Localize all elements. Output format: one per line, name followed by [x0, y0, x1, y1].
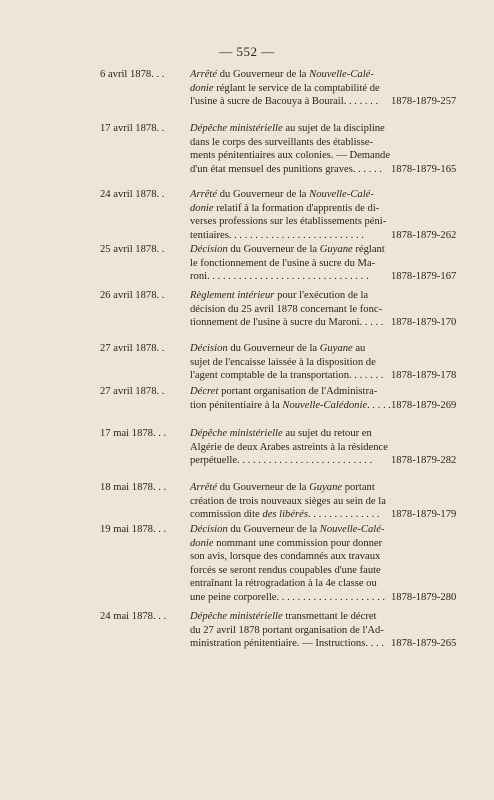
italic-text: Nouvelle-Calédonie: [282, 399, 368, 411]
entry-date: 25 avril 1878. .: [100, 244, 165, 255]
entry-line: [190, 550, 388, 564]
text-run: transmettant le décret: [282, 611, 377, 622]
entry-date: 18 mai 1878. . .: [100, 482, 167, 493]
entry-reference: 1878-1879-170: [391, 317, 457, 329]
italic-text: Décision: [190, 524, 228, 535]
entry-description: [190, 481, 388, 522]
text-run: au sujet de la discipline: [282, 123, 385, 134]
text-run: du Gouverneur de la: [217, 69, 310, 80]
text-run: dans le corps des surveillants des établisse-: [190, 136, 373, 148]
entry-description: [190, 523, 388, 605]
entry-line: [190, 508, 388, 522]
entry-reference: 1878-1879-282: [391, 455, 457, 467]
italic-text: Guyane: [309, 482, 343, 493]
index-entry: [0, 188, 494, 242]
text-run: . . . . .: [367, 399, 391, 411]
italic-text: Décision: [190, 343, 228, 354]
entry-reference: 1878-1879-262: [391, 229, 457, 241]
entry-line: [190, 316, 388, 330]
text-run: l'usine à sucre de Bacouya à Bourail. . . . . . .: [190, 96, 379, 108]
entry-line: [190, 537, 388, 551]
entry-line: [190, 577, 388, 591]
entry-line: [190, 342, 388, 356]
text-run: une peine corporelle. . . . . . . . . . . . . . . . . . . . .: [190, 591, 386, 603]
text-run: du Gouverneur de la: [227, 244, 320, 255]
text-run: ministration pénitentiaire. — Instructions. . . .: [190, 638, 384, 650]
index-entry: [0, 243, 494, 284]
entry-line: [190, 399, 391, 413]
text-run: du 27 avril 1878 portant organisation de l'Ad-: [190, 624, 384, 636]
text-run: au: [352, 343, 366, 354]
text-run: . . . . . . . . . . . . . .: [308, 509, 380, 521]
text-run: verses professions sur les établissements péni-: [190, 216, 387, 228]
text-run: décision du 25 avril 1878 concernant le fonc-: [190, 303, 383, 315]
entry-line: [190, 215, 388, 229]
entry-date: 26 avril 1878. .: [100, 290, 165, 301]
text-run: du Gouverneur de la: [217, 189, 310, 200]
entry-line: [190, 385, 388, 399]
italic-text: Décret: [190, 386, 219, 397]
entry-line: [190, 356, 388, 370]
entry-description: [190, 610, 388, 651]
entry-description: [190, 68, 388, 109]
index-entry: [0, 427, 494, 468]
entry-description: [190, 427, 388, 468]
entry-line: [190, 270, 388, 284]
text-run: tionnement de l'usine à sucre du Maroni. . . . .: [190, 317, 384, 329]
italic-text: des libérés: [262, 509, 308, 521]
entry-line: [190, 95, 388, 109]
entry-reference: 1878-1879-167: [391, 271, 457, 283]
italic-text: donie: [190, 82, 214, 94]
entry-line: [190, 136, 388, 150]
text-run: relatif à la formation d'apprentis de di-: [213, 202, 380, 214]
text-run: tentiaires. . . . . . . . . . . . . . . . . . . . . . . . . .: [190, 229, 364, 241]
text-run: ments pénitentiaires aux colonies. — Demande: [190, 150, 391, 162]
italic-text: Guyane: [319, 244, 353, 255]
entry-description: [190, 243, 388, 284]
entry-date: 24 mai 1878. . .: [100, 611, 167, 622]
italic-text: Arrêté: [190, 69, 218, 80]
text-run: Algérie de deux Arabes astreints à la résidence: [190, 441, 388, 453]
entry-line: [190, 427, 388, 441]
text-run: tion pénitentiaire à la: [190, 399, 283, 411]
text-run: perpétuelle. . . . . . . . . . . . . . . . . . . . . . . . . .: [190, 455, 373, 467]
entry-date: 17 avril 1878. .: [100, 123, 165, 134]
text-run: forcés se seront rendus coupables d'une faute: [190, 564, 381, 576]
entry-reference: 1878-1879-257: [391, 96, 457, 108]
italic-text: Arrêté: [190, 189, 218, 200]
italic-text: Nouvelle-Calé-: [319, 524, 385, 535]
entry-reference: 1878-1879-265: [391, 638, 457, 650]
index-entry: [0, 68, 494, 109]
entry-line: [190, 441, 388, 455]
text-run: pour l'exécution de la: [274, 290, 369, 301]
index-entry: [0, 385, 494, 412]
text-run: nommant une commission pour donner: [213, 537, 383, 549]
index-entry: [0, 523, 494, 605]
italic-text: Arrêté: [190, 482, 218, 493]
text-run: du Gouverneur de la: [217, 482, 310, 493]
italic-text: donie: [190, 537, 214, 549]
entry-line: [190, 610, 388, 624]
text-run: entraînant la rétrogradation à la 4e classe ou: [190, 578, 377, 590]
entry-reference: 1878-1879-165: [391, 163, 457, 175]
index-entry: [0, 122, 494, 176]
text-run: réglant: [352, 244, 385, 255]
entry-line: [190, 523, 388, 537]
entry-line: [190, 495, 388, 509]
index-entry: [0, 289, 494, 330]
entry-reference: 1878-1879-280: [391, 592, 457, 603]
entry-description: [190, 122, 391, 176]
italic-text: Règlement intérieur: [190, 290, 275, 301]
italic-text: Dépêche ministérielle: [190, 611, 283, 622]
entry-line: [190, 369, 388, 383]
entry-line: [190, 229, 388, 243]
entry-line: [190, 149, 391, 163]
entry-line: [190, 303, 388, 317]
entry-line: [190, 163, 388, 177]
entry-line: [190, 637, 388, 651]
entry-line: [190, 564, 388, 578]
entry-line: [190, 243, 388, 257]
entry-line: [190, 289, 388, 303]
text-run: le fonctionnement de l'usine à sucre du Ma-: [190, 257, 376, 269]
text-run: du Gouverneur de la: [227, 343, 320, 354]
italic-text: Nouvelle-Calé-: [309, 189, 374, 200]
index-entry: [0, 481, 494, 522]
entry-line: [190, 591, 388, 605]
italic-text: Guyane: [319, 343, 353, 354]
italic-text: Dépêche ministérielle: [190, 123, 283, 134]
entry-line: [190, 82, 388, 96]
entry-line: [190, 68, 388, 82]
text-run: sujet de l'encaisse laissée à la disposition de: [190, 356, 376, 368]
text-run: d'un état mensuel des punitions graves. . . . . .: [190, 163, 382, 175]
entry-date: 27 avril 1878. .: [100, 386, 165, 397]
text-run: son avis, lorsque des condamnés aux travaux: [190, 551, 381, 563]
text-run: l'agent comptable de la transportation. . . . . . .: [190, 370, 384, 382]
entry-date: 24 avril 1878. .: [100, 189, 165, 200]
entry-line: [190, 122, 388, 136]
entry-date: 27 avril 1878. .: [100, 343, 165, 354]
text-run: du Gouverneur de la: [227, 524, 320, 535]
text-run: portant organisation de l'Administra-: [218, 386, 378, 397]
entry-reference: 1878-1879-179: [391, 509, 457, 521]
entry-date: 17 mai 1878. . .: [100, 428, 167, 439]
text-run: au sujet du retour en: [282, 428, 372, 439]
entry-description: [190, 342, 388, 383]
text-run: portant: [342, 482, 375, 493]
entry-line: [190, 624, 388, 638]
index-entry: [0, 342, 494, 383]
entry-date: 19 mai 1878. . .: [100, 524, 167, 535]
entry-line: [190, 188, 388, 202]
entry-description: [190, 385, 391, 412]
entry-description: [190, 188, 388, 242]
italic-text: Dépêche ministérielle: [190, 428, 283, 439]
entry-description: [190, 289, 388, 330]
italic-text: donie: [190, 202, 214, 214]
entry-line: [190, 257, 388, 271]
entry-date: 6 avril 1878. . .: [100, 69, 165, 80]
entry-reference: 1878-1879-178: [391, 370, 457, 382]
page-number: — 552 —: [219, 44, 275, 59]
entry-line: [190, 454, 388, 468]
text-run: roni. . . . . . . . . . . . . . . . . . . . . . . . . . . . . . .: [190, 271, 369, 283]
text-run: réglant le service de la comptabilité de: [213, 82, 380, 94]
entry-line: [190, 202, 388, 216]
italic-text: Nouvelle-Calé-: [309, 69, 374, 80]
entry-line: [190, 481, 388, 495]
italic-text: Décision: [190, 244, 228, 255]
text-run: commission dite: [190, 509, 263, 521]
index-entry: [0, 610, 494, 651]
text-run: création de trois nouveaux sièges au sein de la: [190, 495, 386, 507]
entry-reference: 1878-1879-269: [391, 399, 457, 411]
